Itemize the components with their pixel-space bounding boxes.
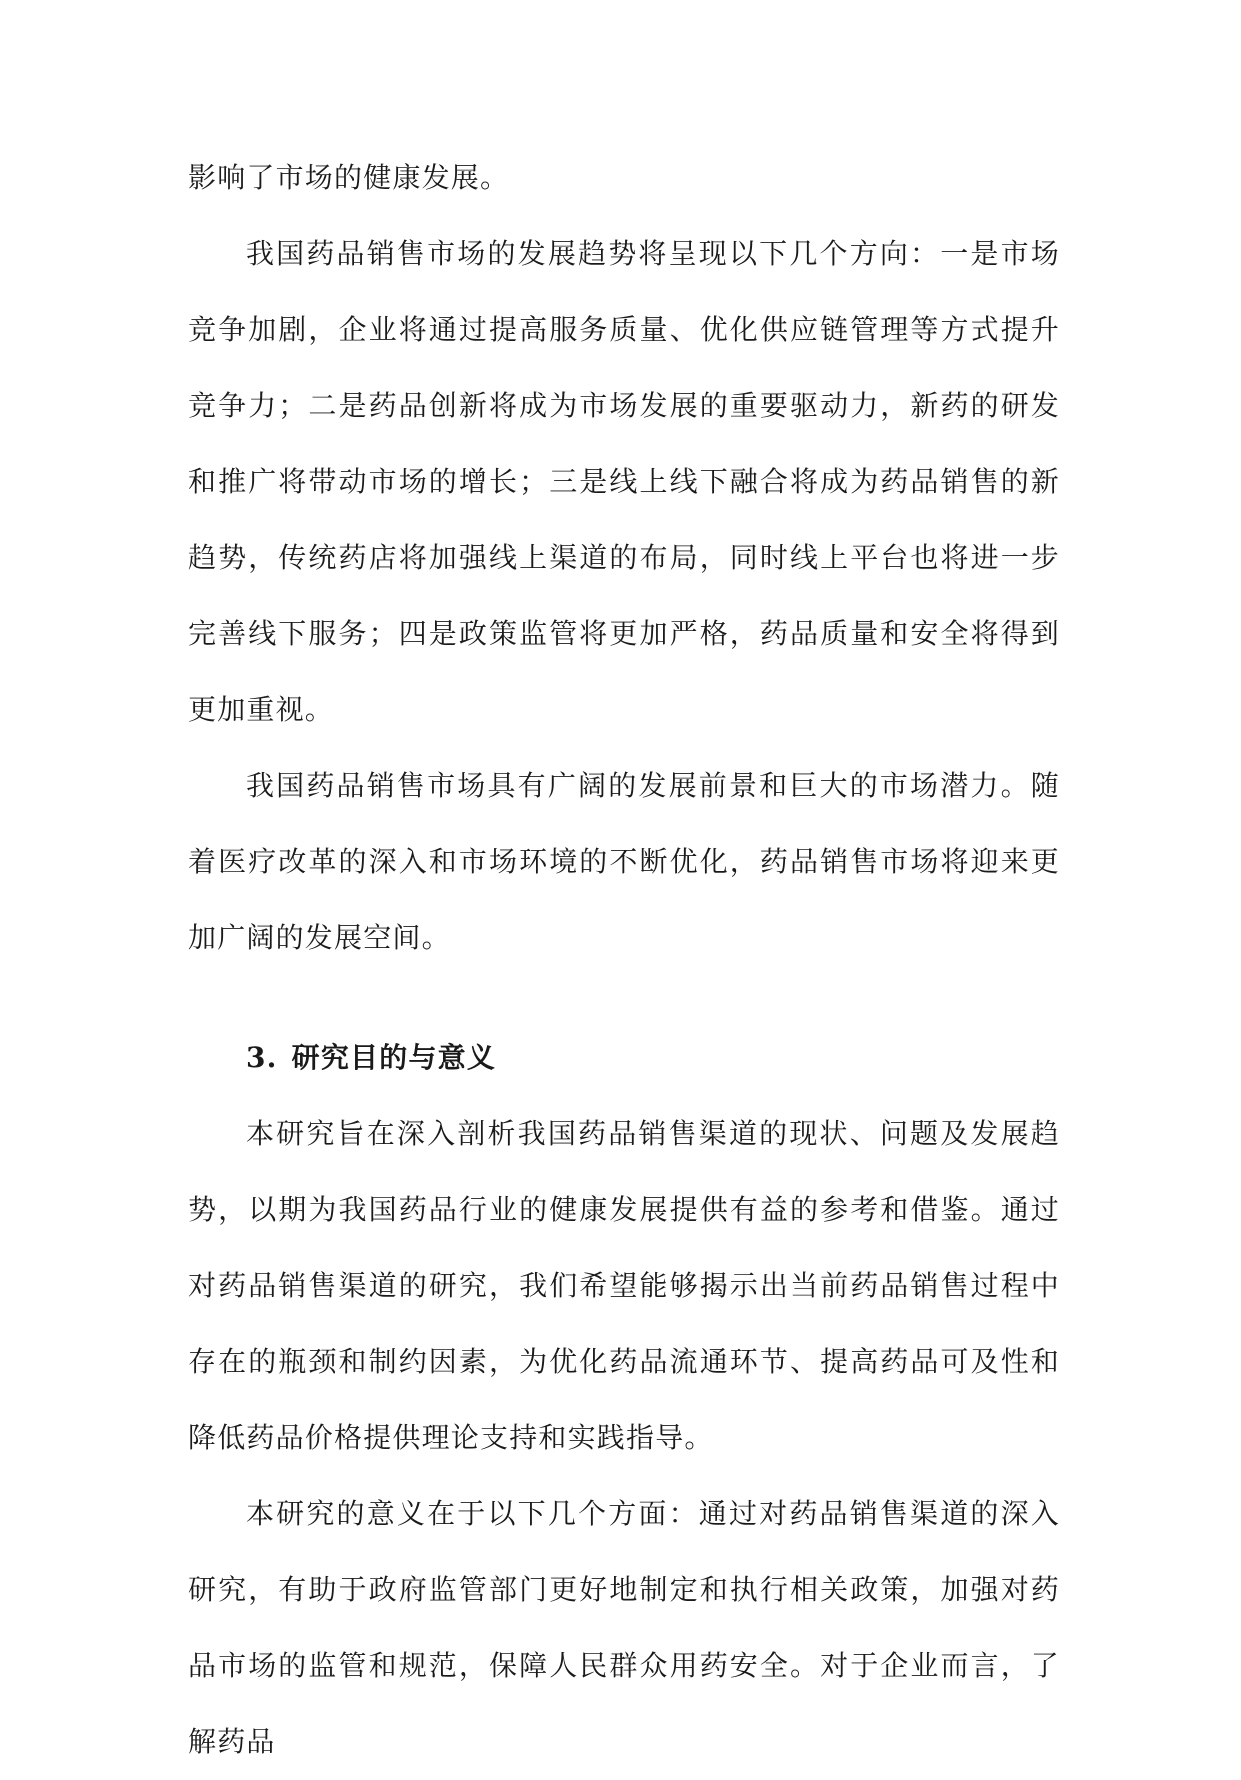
section-heading <box>188 1020 1060 1096</box>
document-body <box>188 140 1060 1780</box>
section-number: 3. <box>246 1041 278 1074</box>
paragraph-research-purpose: 本研究旨在深入剖析我国药品销售渠道的现状、问题及发展趋势，以期为我国药品行业的健康发展提供有益的参考和借鉴。通过对药品销售渠道的研究，我们希望能够揭示出当前药品销售过程中存在的瓶颈和制约因素，为优化药品流通环节、提高药品可及性和降低药品价格提供理论支持和实践指导。 <box>188 1117 1060 1454</box>
paragraph-market-trends: 我国药品销售市场的发展趋势将呈现以下几个方向：一是市场竞争加剧，企业将通过提高服务质量、优化供应链管理等方式提升竞争力；二是药品创新将成为市场发展的重要驱动力，新药的研发和推广将带动市场的增长；三是线上线下融合将成为药品销售的新趋势，传统药店将加强线上渠道的布局，同时线上平台也将进一步完善线下服务；四是政策监管将更加严格，药品质量和安全将得到更加重视。 <box>188 237 1060 726</box>
paragraph-continued: 影响了市场的健康发展。 <box>188 161 510 194</box>
paragraph-research-significance: 本研究的意义在于以下几个方面：通过对药品销售渠道的深入研究，有助于政府监管部门更好地制定和执行相关政策，加强对药品市场的监管和规范，保障人民群众用药安全。对于企业而言，了解药品 <box>188 1497 1060 1758</box>
paragraph-market-outlook: 我国药品销售市场具有广阔的发展前景和巨大的市场潜力。随着医疗改革的深入和市场环境的不断优化，药品销售市场将迎来更加广阔的发展空间。 <box>188 769 1060 954</box>
section-title: 研究目的与意义 <box>291 1041 497 1074</box>
